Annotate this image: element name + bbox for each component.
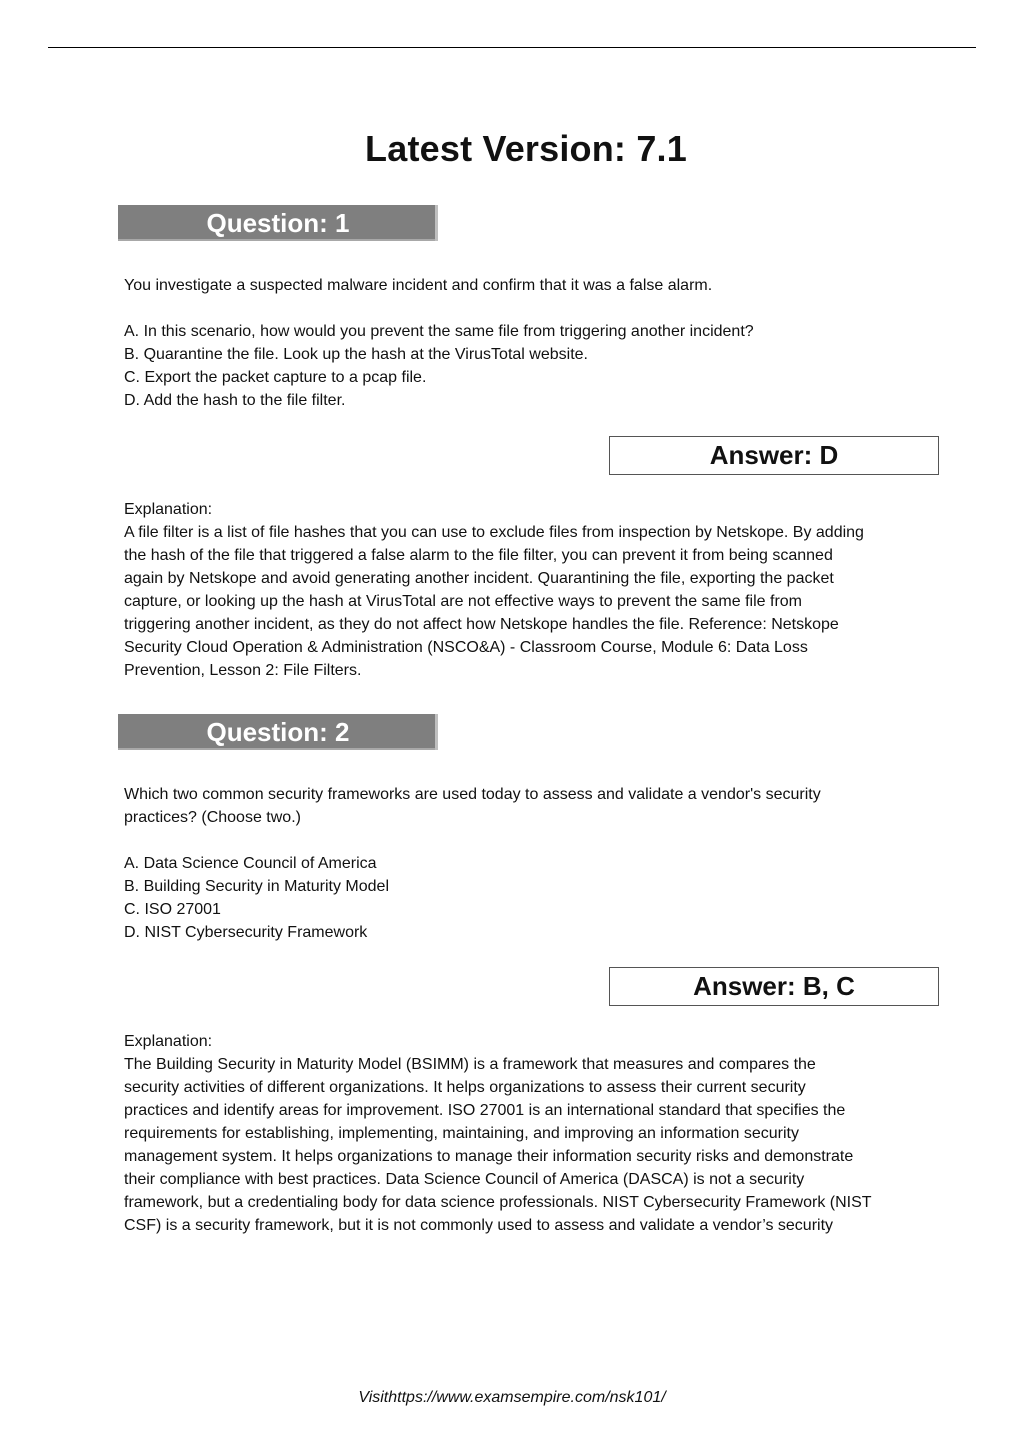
explanation-line: framework, but a credentialing body for data science professionals. NIST Cybersecurity Framework (NIST xyxy=(124,1194,872,1211)
question-2-stem xyxy=(124,783,934,829)
header-rule xyxy=(48,47,976,48)
explanation-line: Prevention, Lesson 2: File Filters. xyxy=(124,662,362,679)
stem-line: You investigate a suspected malware incident and confirm that it was a false alarm. xyxy=(124,277,713,294)
option-c: C. Export the packet capture to a pcap file. xyxy=(124,369,427,386)
option-b: B. Quarantine the file. Look up the hash at the VirusTotal website. xyxy=(124,346,588,363)
question-1-answer: Answer: D xyxy=(609,436,939,475)
explanation-line: their compliance with best practices. Data Science Council of America (DASCA) is not a security xyxy=(124,1171,805,1188)
explanation-line: again by Netskope and avoid generating another incident. Quarantining the file, exporting the packet xyxy=(124,570,834,587)
explanation-line: the hash of the file that triggered a false alarm to the file filter, you can prevent it from being scanned xyxy=(124,547,833,564)
stem-line: Which two common security frameworks are used today to assess and validate a vendor's security xyxy=(124,786,821,803)
question-1-stem xyxy=(124,274,934,297)
explanation-line: security activities of different organizations. It helps organizations to assess their current security xyxy=(124,1079,806,1096)
option-a: A. Data Science Council of America xyxy=(124,855,377,872)
explanation-line: capture, or looking up the hash at VirusTotal are not effective ways to prevent the same file from xyxy=(124,593,802,610)
explanation-line: A file filter is a list of file hashes that you can use to exclude files from inspection by Netskope. By adding xyxy=(124,524,864,541)
page-title: Latest Version: 7.1 xyxy=(365,128,687,169)
option-d: D. Add the hash to the file filter. xyxy=(124,392,346,409)
explanation-line: management system. It helps organizations to manage their information security risks and demonstrate xyxy=(124,1148,854,1165)
option-c: C. ISO 27001 xyxy=(124,901,221,918)
explanation-label: Explanation: xyxy=(124,1033,213,1050)
explanation-label: Explanation: xyxy=(124,501,213,518)
option-d: D. NIST Cybersecurity Framework xyxy=(124,924,368,941)
stem-line: practices? (Choose two.) xyxy=(124,809,301,826)
question-2-options xyxy=(124,852,934,944)
question-1-options xyxy=(124,320,934,412)
footer-link[interactable]: Visithttps://www.examsempire.com/nsk101/ xyxy=(358,1389,666,1406)
question-1-banner: Question: 1 xyxy=(118,205,438,241)
question-2-banner: Question: 2 xyxy=(118,714,438,750)
explanation-line: triggering another incident, as they do not affect how Netskope handles the file. Reference: Netskope xyxy=(124,616,839,633)
question-2-explanation xyxy=(124,1030,934,1237)
explanation-line: practices and identify areas for improvement. ISO 27001 is an international standard that specifies the xyxy=(124,1102,846,1119)
explanation-line: CSF) is a security framework, but it is not commonly used to assess and validate a vendor’s security xyxy=(124,1217,834,1234)
question-1-explanation xyxy=(124,498,934,682)
question-2-answer: Answer: B, C xyxy=(609,967,939,1006)
option-b: B. Building Security in Maturity Model xyxy=(124,878,389,895)
explanation-line: requirements for establishing, implementing, maintaining, and improving an information security xyxy=(124,1125,799,1142)
explanation-line: Security Cloud Operation & Administration (NSCO&A) - Classroom Course, Module 6: Data Loss xyxy=(124,639,808,656)
option-a: A. In this scenario, how would you prevent the same file from triggering another incident? xyxy=(124,323,754,340)
explanation-line: The Building Security in Maturity Model (BSIMM) is a framework that measures and compares the xyxy=(124,1056,816,1073)
